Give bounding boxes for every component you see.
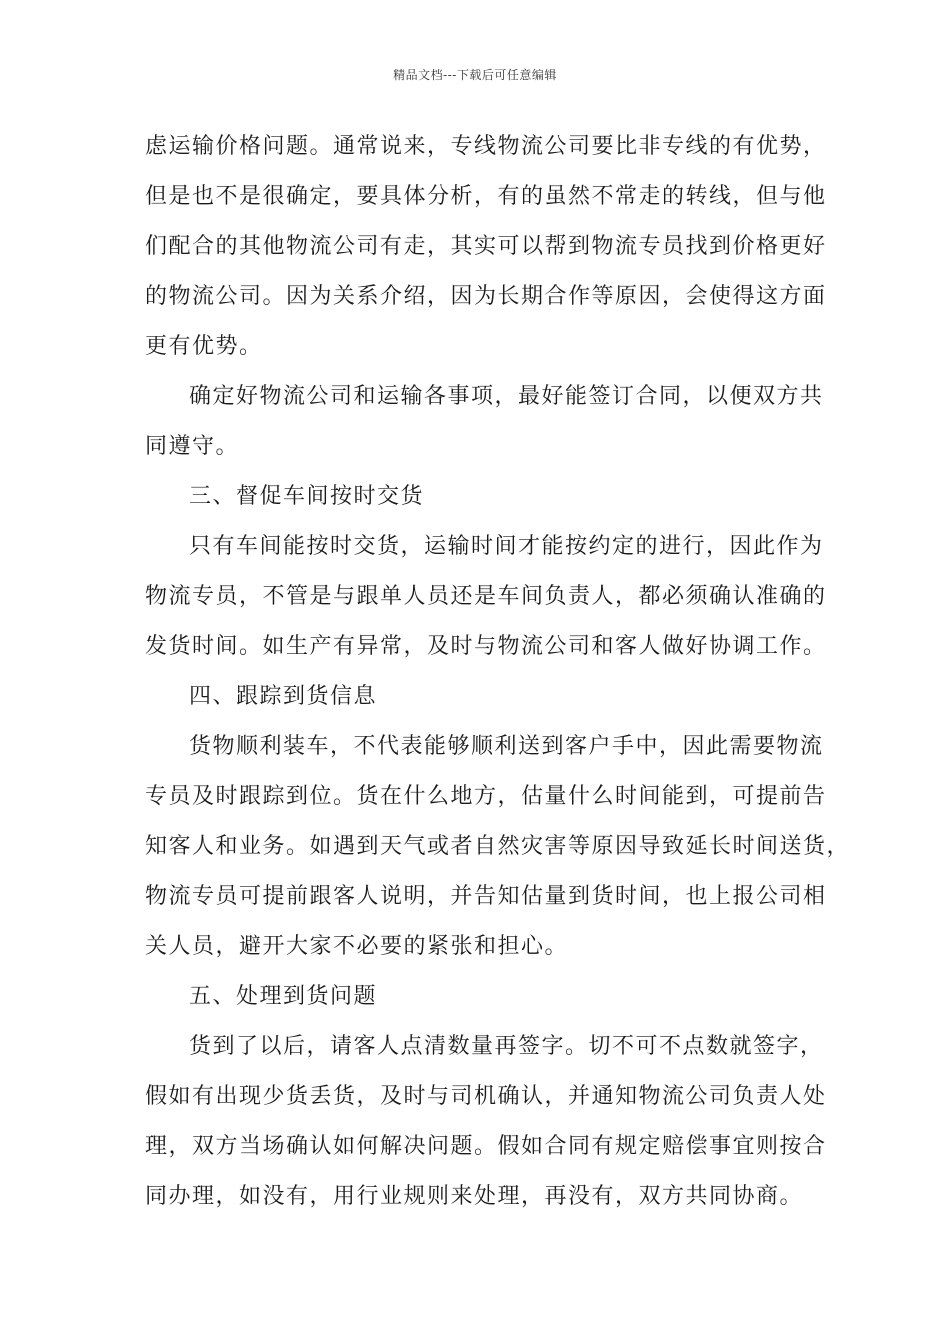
text-line: 同办理，如没有，用行业规则来处理，再没有，双方共同协商。 [145, 1184, 804, 1209]
text-line: 只有车间能按时交货，运输时间才能按约定的进行，因此作为 [189, 534, 824, 559]
text-line: 关人员，避开大家不必要的紧张和担心。 [145, 934, 569, 959]
text-line: 们配合的其他物流公司有走，其实可以帮到物流专员找到价格更好 [145, 234, 827, 259]
text-line: 更有优势。 [145, 334, 263, 359]
text-line: 专员及时跟踪到位。货在什么地方，估量什么时间能到，可提前告 [145, 784, 827, 809]
text-line: 物流专员，不管是与跟单人员还是车间负责人，都必须确认准确的 [145, 584, 827, 609]
text-line: 三、督促车间按时交货 [189, 484, 425, 509]
document-body [145, 122, 851, 1222]
text-line: 同遵守。 [145, 434, 240, 459]
text-line: 但是也不是很确定，要具体分析，有的虽然不常走的转线，但与他 [145, 184, 827, 209]
text-line: 发货时间。如生产有异常，及时与物流公司和客人做好协调工作。 [145, 634, 827, 659]
text-line: 虑运输价格问题。通常说来，专线物流公司要比非专线的有优势， [145, 134, 827, 159]
text-line: 理，双方当场确认如何解决问题。假如合同有规定赔偿事宜则按合 [145, 1134, 827, 1159]
text-line: 五、处理到货问题 [189, 984, 378, 1009]
text-line: 的物流公司。因为关系介绍，因为长期合作等原因，会使得这方面 [145, 284, 827, 309]
text-line: 货物顺利装车，不代表能够顺利送到客户手中，因此需要物流 [189, 734, 824, 759]
text-line: 物流专员可提前跟客人说明，并告知估量到货时间，也上报公司相 [145, 884, 827, 909]
text-line: 假如有出现少货丢货，及时与司机确认，并通知物流公司负责人处 [145, 1084, 827, 1109]
text-line: 货到了以后，请客人点清数量再签字。切不可不点数就签字， [189, 1034, 824, 1059]
page-header: 精品文档---下载后可任意编辑 [393, 68, 557, 82]
text-line: 知客人和业务。如遇到天气或者自然灾害等原因导致延长时间送货， [145, 834, 851, 859]
text-line: 确定好物流公司和运输各事项，最好能签订合同，以便双方共 [189, 384, 824, 409]
text-line: 四、跟踪到货信息 [189, 684, 378, 709]
